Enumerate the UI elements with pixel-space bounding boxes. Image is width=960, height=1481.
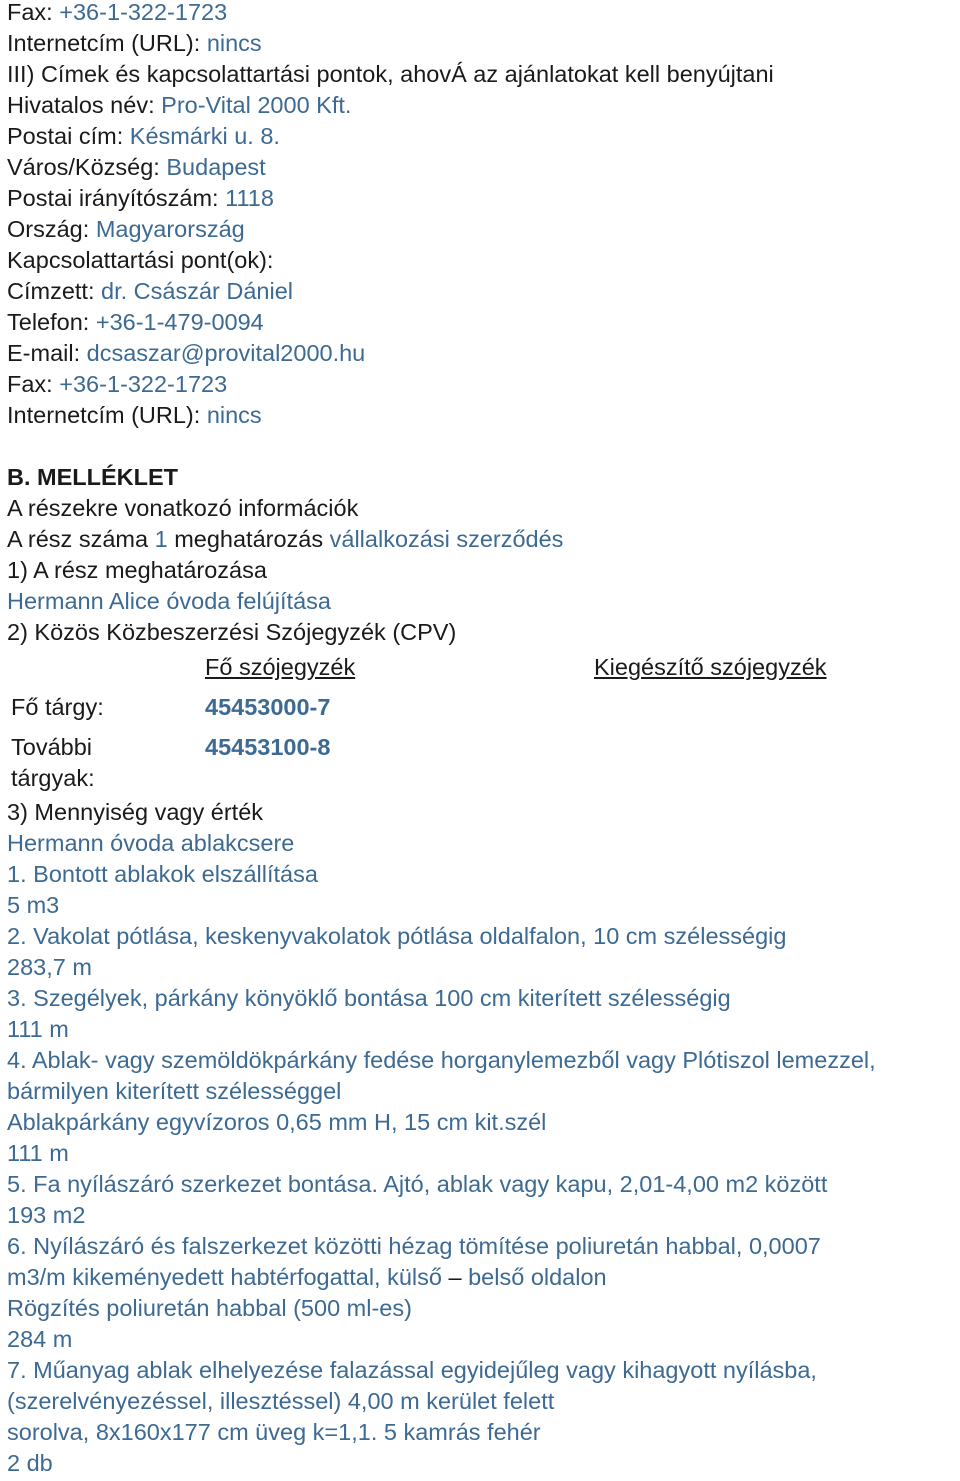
- item-amount: 193 m2: [7, 1202, 86, 1228]
- part-definition-value: vállalkozási szerződés: [329, 526, 564, 552]
- item-description-continued: [7, 1262, 607, 1293]
- top-fax-line: [7, 0, 227, 28]
- item-description: Nyílászáró és falszerkezet közötti hézag tömítése poliuretán habbal, 0,0007: [33, 1233, 821, 1259]
- item-description: Fa nyílászáró szerkezet bontása.: [33, 1171, 378, 1197]
- item-extra: Rögzítés poliuretán habbal (500 ml-es): [7, 1295, 412, 1321]
- cpv-row-additional-label-a: További: [11, 734, 92, 760]
- item-number: 4.: [7, 1047, 27, 1073]
- addressee-line: [7, 276, 293, 307]
- cpv-row-additional-code: 45453100-8: [205, 734, 331, 760]
- item-amount: 111 m: [7, 1140, 69, 1166]
- fax-label: Fax:: [7, 371, 53, 397]
- part-number-value: 1: [154, 526, 168, 552]
- city-value: Budapest: [166, 154, 266, 180]
- item-description: Szegélyek, párkány könyöklő bontása 100 cm kiterített szélességig: [33, 985, 731, 1011]
- cpv-row-additional-label-b: tárgyak:: [11, 765, 95, 791]
- zip-line: [7, 183, 274, 214]
- phone-value: +36-1-479-0094: [95, 309, 264, 335]
- official-name-label: Hivatalos név:: [7, 92, 155, 118]
- section3-heading: III) Címek és kapcsolattartási pontok, ahovÁ az ajánlatokat kell benyújtani: [7, 61, 774, 87]
- country-line: [7, 214, 245, 245]
- list-item: [7, 1045, 876, 1076]
- country-value: Magyarország: [95, 216, 245, 242]
- url-label: Internetcím (URL):: [7, 30, 201, 56]
- definition-value: Hermann Alice óvoda felújítása: [7, 588, 331, 614]
- item-extra: Ablakpárkány egyvízoros 0,65 mm H, 15 cm kit.szél: [7, 1109, 547, 1135]
- fax-value: +36-1-322-1723: [59, 0, 228, 25]
- item-description-continued: (szerelvényezéssel, illesztéssel) 4,00 m kerület felett: [7, 1388, 555, 1414]
- phone-line: [7, 307, 264, 338]
- zip-value: 1118: [225, 185, 274, 211]
- quantity-intro: Hermann óvoda ablakcsere: [7, 830, 295, 856]
- item-description: Ablak- vagy szemöldökpárkány fedése horganylemezből vagy Plótiszol lemezzel,: [31, 1047, 876, 1073]
- item-number: 7.: [7, 1357, 27, 1383]
- list-item: [7, 1231, 821, 1262]
- part-number-line: [7, 524, 563, 555]
- official-name-value: Pro-Vital 2000 Kft.: [161, 92, 352, 118]
- zip-label: Postai irányítószám:: [7, 185, 219, 211]
- item-amount: 2 db: [7, 1450, 53, 1476]
- top-url-line: [7, 28, 262, 59]
- item-description: Bontott ablakok elszállítása: [33, 861, 318, 887]
- official-name-line: [7, 90, 351, 121]
- item-number: 2.: [7, 923, 27, 949]
- item-amount: 5 m3: [7, 892, 60, 918]
- item-amount: 283,7 m: [7, 954, 92, 980]
- postal-address-label: Postai cím:: [7, 123, 124, 149]
- item-description-continued: [7, 1417, 541, 1448]
- url-value: nincs: [206, 30, 262, 56]
- cpv-col-main: Fő szójegyzék: [205, 654, 356, 680]
- item-amount: 111 m: [7, 1016, 69, 1042]
- country-label: Ország:: [7, 216, 90, 242]
- postal-address-value: Késmárki u. 8.: [129, 123, 280, 149]
- item-description: Vakolat pótlása, keskenyvakolatok pótlása oldalfalon, 10 cm szélességig: [33, 923, 787, 949]
- quantity-heading: 3) Mennyiség vagy érték: [7, 799, 264, 825]
- list-item: [7, 1355, 817, 1386]
- item-description: Műanyag ablak elhelyezése falazással egyidejűleg vagy kihagyott nyílásba,: [33, 1357, 817, 1383]
- email-line: [7, 338, 365, 369]
- fax-value: +36-1-322-1723: [59, 371, 228, 397]
- item-description-detail: Ajtó, ablak vagy kapu, 2,01-4,00 m2 között: [383, 1171, 828, 1197]
- url-value: nincs: [206, 402, 262, 428]
- item-description-part: 5 kamrás fehér: [383, 1419, 541, 1445]
- phone-label: Telefon:: [7, 309, 90, 335]
- item-number: 1.: [7, 861, 27, 887]
- item-description-part: m3/m kikeményedett habtérfogattal, külső: [7, 1264, 442, 1290]
- annex-title: B. MELLÉKLET: [7, 464, 179, 490]
- fax-line: [7, 369, 227, 400]
- addressee-value: dr. Császár Dániel: [101, 278, 294, 304]
- list-item: [7, 921, 786, 952]
- cpv-heading: 2) Közös Közbeszerzési Szójegyzék (CPV): [7, 619, 457, 645]
- city-label: Város/Község:: [7, 154, 160, 180]
- postal-address-line: [7, 121, 280, 152]
- item-description-continued: bármilyen kiterített szélességgel: [7, 1078, 342, 1104]
- fax-label: Fax:: [7, 0, 53, 25]
- url-line: [7, 400, 262, 431]
- contact-points-label: Kapcsolattartási pont(ok):: [7, 247, 274, 273]
- list-item: [7, 983, 731, 1014]
- item-number: 6.: [7, 1233, 27, 1259]
- city-line: [7, 152, 266, 183]
- addressee-label: Címzett:: [7, 278, 95, 304]
- list-item: [7, 1169, 827, 1200]
- item-amount: 284 m: [7, 1326, 73, 1352]
- item-description-part: sorolva, 8x160x177 cm üveg k=1,1.: [7, 1419, 378, 1445]
- url-label: Internetcím (URL):: [7, 402, 201, 428]
- dash-separator: –: [448, 1264, 462, 1290]
- cpv-col-supplementary: Kiegészítő szójegyzék: [594, 654, 827, 680]
- email-label: E-mail:: [7, 340, 81, 366]
- item-number: 3.: [7, 985, 27, 1011]
- cpv-row-main-label: Fő tárgy:: [11, 694, 104, 720]
- part-number-label: A rész száma: [7, 526, 149, 552]
- part-definition-label: meghatározás: [174, 526, 324, 552]
- email-value: dcsaszar@provital2000.hu: [86, 340, 366, 366]
- annex-subtitle: A részekre vonatkozó információk: [7, 495, 359, 521]
- definition-heading: 1) A rész meghatározása: [7, 557, 267, 583]
- list-item: [7, 859, 318, 890]
- cpv-row-main-code: 45453000-7: [205, 694, 331, 720]
- item-number: 5.: [7, 1171, 27, 1197]
- item-description-part: belső oldalon: [468, 1264, 607, 1290]
